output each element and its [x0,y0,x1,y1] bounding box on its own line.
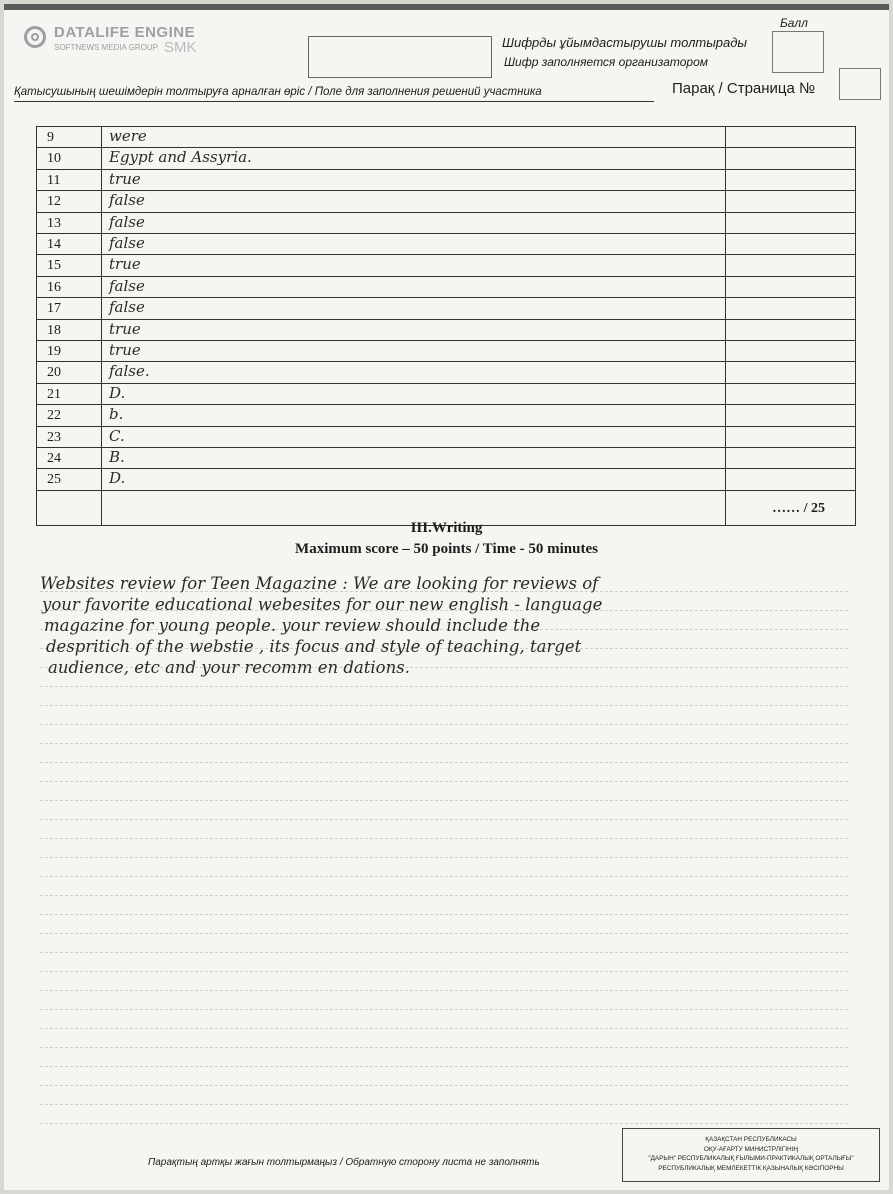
handwritten-answer: false [109,234,145,252]
ruled-line [40,895,848,896]
question-number: 9 [47,130,54,145]
writing-subtitle: Maximum score – 50 points / Time - 50 minutes [295,541,598,557]
ruled-line [40,838,848,839]
ruled-line [40,952,848,953]
ruled-line [40,762,848,763]
table-row [37,213,855,234]
handwritten-answer: false [109,191,145,210]
table-row [37,384,855,405]
ruled-line [40,743,848,744]
handwritten-line: despritich of the webstie , its focus and style of teaching, target [46,637,582,656]
handwritten-answer: Egypt and Assyria. [109,148,252,167]
ruled-line [40,990,848,991]
handwritten-answer: C. [109,426,125,445]
table-row [37,191,855,212]
table-row [37,448,855,469]
ruled-line [40,705,848,706]
ruled-line [40,876,848,877]
question-number: 18 [47,322,61,338]
question-number: 10 [47,151,61,167]
stamp-line: ОҚУ-АҒАРТУ МИНИСТРЛІГІНІҢ [703,1145,799,1153]
question-number: 15 [47,258,61,274]
table-row [37,320,855,341]
question-number: 24 [47,451,61,466]
table-row [37,127,855,148]
solution-field-label: Қатысушының шешімдерін толтыруға арналған өріс / Поле для заполнения решений участника [14,86,542,98]
ruled-line [40,1009,848,1010]
question-number: 16 [47,279,61,295]
ruled-line [40,933,848,934]
handwritten-answer: true [109,169,141,188]
logo-icon [24,26,46,48]
handwritten-answer: true [109,255,141,274]
ruled-line [40,1085,848,1086]
question-number: 14 [47,237,61,252]
page-number-box [839,68,881,100]
stamp-line: ҚАЗАҚСТАН РЕСПУБЛИКАСЫ [705,1136,797,1143]
table-row [37,148,855,169]
question-number: 17 [47,301,61,317]
question-number: 12 [47,194,61,210]
handwritten-line: Websites review for Teen Magazine : We are looking for reviews of [40,574,599,593]
question-number: 21 [47,386,61,402]
handwritten-answer: true [109,341,141,359]
handwritten-answer: false. [109,362,150,381]
organizer-note-ru: Шифр заполняется организатором [504,55,708,69]
table-row [37,170,855,191]
table-row [37,298,855,319]
score-box [772,31,824,73]
handwritten-answer: true [109,319,141,338]
handwritten-answer: false [109,276,145,295]
ruled-line [40,914,848,915]
handwritten-answer: D. [109,383,126,402]
table-row [37,234,855,255]
stamp-line: "ДАРЫН" РЕСПУБЛИКАЛЫҚ ҒЫЛЫМИ-ПРАКТИКАЛЫҚ ОРТАЛЫҒЫ" [648,1155,854,1162]
logo-tagline: SOFTNEWS MEDIA GROUP [54,43,159,52]
ruled-line [40,1028,848,1029]
question-number: 20 [47,365,61,381]
scan-top-edge [4,4,889,10]
question-number: 23 [47,429,61,445]
footer-note: Парақтың артқы жағын толтырмаңыз / Обратную сторону листа не заполнять [148,1157,540,1168]
handwritten-line: your favorite educational webesites for our new english - language [42,595,603,614]
ruled-line [40,724,848,725]
page-label: Парақ / Страница № [672,80,816,97]
table-row [37,362,855,383]
ruled-line [40,819,848,820]
question-number: 11 [47,172,61,188]
writing-title: III.Writing [410,520,483,536]
answers-table [36,126,856,526]
ruled-line [40,1123,848,1124]
handwritten-line: audience, etc and your recomm en dations. [48,658,410,677]
stamp-line: РЕСПУБЛИКАЛЫҚ МЕМЛЕКЕТТІК ҚАЗЫНАЛЫҚ КӘСІПОРНЫ [658,1164,844,1172]
handwritten-answer: false [109,298,145,317]
ruled-line [40,781,848,782]
organizer-note-kz: Шифрды ұйымдастырушы толтырады [502,35,748,50]
table-row [37,469,855,490]
table-row [37,405,855,426]
ruled-line [40,800,848,801]
handwritten-answer: were [109,127,147,145]
row-line [37,490,855,491]
section-score: …… / 25 [772,501,825,516]
handwritten-answer: b. [109,405,124,424]
question-number: 25 [47,472,61,488]
ruled-line [40,686,848,687]
logo-name: DATALIFE ENGINE [54,24,196,41]
ruled-line [40,971,848,972]
writing-area [40,572,848,1132]
table-row [37,255,855,276]
handwritten-answer: B. [109,448,125,466]
question-number: 22 [47,408,61,424]
ruled-line [40,1047,848,1048]
official-stamp [622,1128,880,1182]
table-row [37,277,855,298]
ruled-line [40,1104,848,1105]
field-underline [14,101,654,102]
table-row [37,427,855,448]
handwritten-answer: false [109,212,145,231]
handwritten-answer: D. [109,469,126,488]
cipher-box [308,36,492,78]
logo-extra: SMK [164,39,197,56]
handwritten-line: magazine for young people. your review should include the [44,616,541,635]
ruled-line [40,1066,848,1067]
question-number: 13 [47,215,61,231]
question-number: 19 [47,344,61,359]
answer-sheet [4,4,889,1190]
ruled-line [40,857,848,858]
table-row [37,341,855,362]
score-label: Балл [780,16,808,30]
